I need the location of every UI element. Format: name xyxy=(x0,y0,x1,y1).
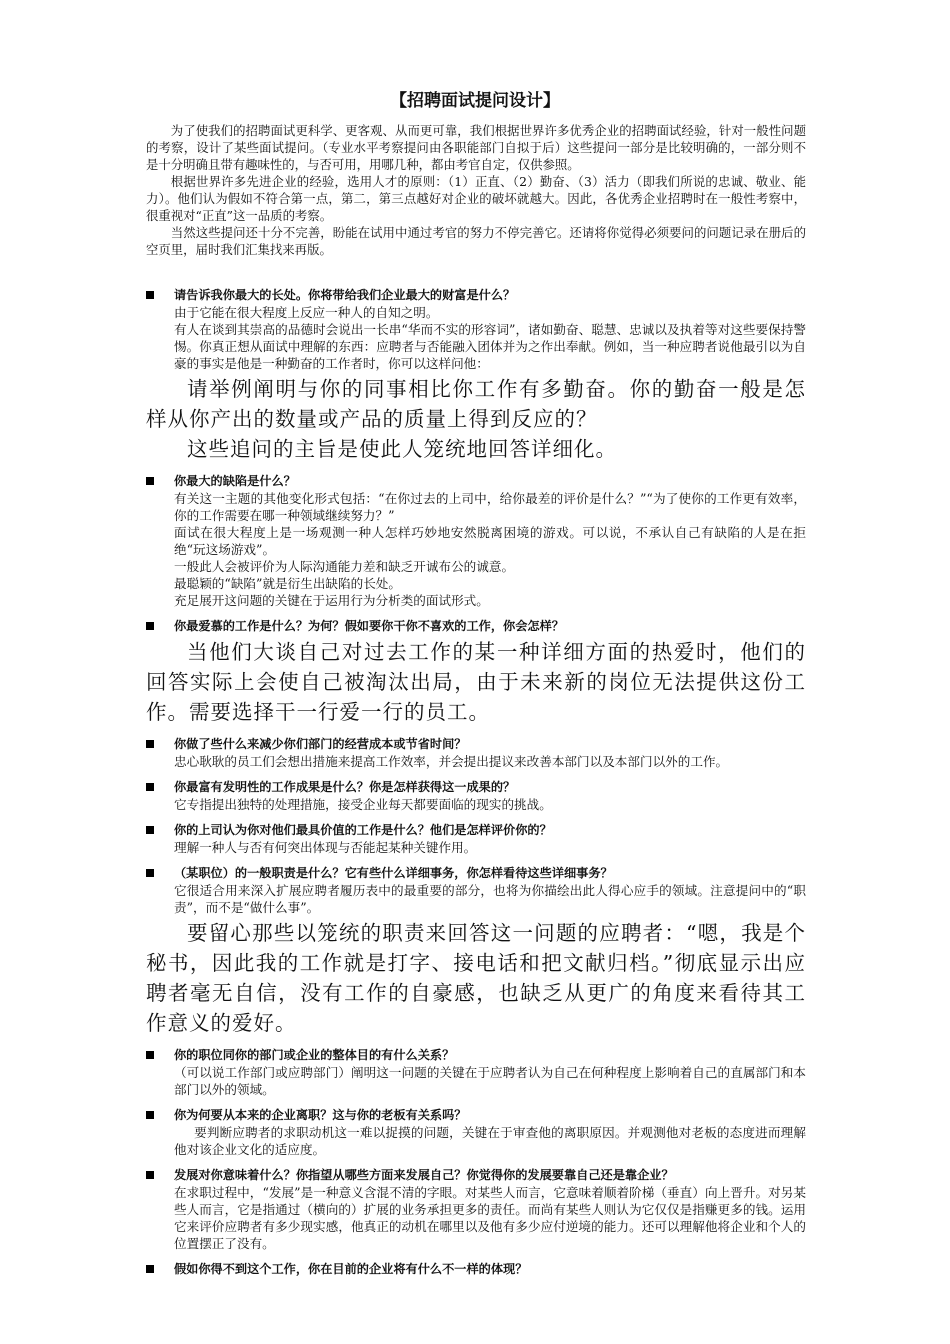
question-heading xyxy=(146,1107,806,1124)
answer-block xyxy=(146,753,806,770)
document-title: 【招聘面试提问设计】 xyxy=(390,91,560,111)
answer-paragraph: 由于它能在很大程度上反应一种人的自知之明。 xyxy=(174,305,439,320)
question-heading xyxy=(146,865,806,882)
square-bullet-icon xyxy=(146,783,154,791)
answer-paragraph: 它很适合用来深入扩展应聘者履历表中的最重要的部分，也将为你描绘出此人得心应手的领域。注意提问中的“职责”，而不是“做什么事”。 xyxy=(174,883,806,915)
emphasis-block xyxy=(146,374,806,464)
answer-paragraph: 它专指提出独特的处理措施，接受企业每天都要面临的现实的挑战。 xyxy=(174,797,552,812)
question-heading xyxy=(146,779,806,796)
question-heading xyxy=(146,1047,806,1064)
question-text: 你最爱慕的工作是什么？为何？假如要你干你不喜欢的工作，你会怎样？ xyxy=(174,619,564,633)
emphasis-paragraph: 当他们大谈自己对过去工作的某一种详细方面的热爱时，他们的回答实际上会使自己被淘汰出局，由于未来新的岗位无法提供这份工作。需要选择干一行爱一行的员工。 xyxy=(146,640,806,724)
emphasis-paragraph: 请举例阐明与你的同事相比你工作有多勤奋。你的勤奋一般是怎样从你产出的数量或产品的质量上得到反应的？ xyxy=(146,377,806,431)
question-item xyxy=(146,822,806,856)
question-text: 你最富有发明性的工作成果是什么？你是怎样获得这一成果的？ xyxy=(174,780,516,794)
question-item xyxy=(146,1167,806,1252)
question-text: 你做了些什么来减少你们部门的经营成本或节省时间？ xyxy=(174,737,467,751)
emphasis-paragraph: 要留心那些以笼统的职责来回答这一问题的应聘者：“嗯，我是个秘书，因此我的工作就是打字、接电话和把文献归档。”彻底显示出应聘者毫无自信，没有工作的自豪感，也缺乏从更广的角度来看待其工作意义的爱好。 xyxy=(146,921,806,1035)
question-heading xyxy=(146,736,806,753)
answer-paragraph: 在求职过程中，“发展”是一种意义含混不清的字眼。对某些人而言，它意味着顺着阶梯（垂直）向上晋升。对另某些人而言，它是指通过（横向的）扩展的业务承担更多的责任。而尚有某些人则认为它仅仅是指赚更多的钱。运用它来评价应聘者有多少现实感，他真正的动机在哪里以及他有多少应付逆境的能力。还可以理解他将企业和个人的位置摆正了没有。 xyxy=(174,1185,806,1251)
question-item xyxy=(146,473,806,609)
answer-paragraph: 最聪颖的“缺陷”就是衍生出缺陷的长处。 xyxy=(174,576,401,591)
question-item xyxy=(146,779,806,813)
question-heading xyxy=(146,287,806,304)
question-heading xyxy=(146,473,806,490)
answer-block xyxy=(146,1124,806,1158)
question-text: 假如你得不到这个工作，你在目前的企业将有什么不一样的体现？ xyxy=(174,1262,528,1276)
answer-paragraph: 要判断应聘者的求职动机这一难以捉摸的问题，关键在于审查他的离职原因。并观测他对老板的态度进而理解他对该企业文化的适应度。 xyxy=(174,1125,806,1157)
intro-paragraph: 根据世界许多先进企业的经验，选用人才的原则：（1）正直、（2）勤奋、（3）活力（即我们所说的忠诚、敬业、能力）。他们认为假如不符合第一点，第二，第三点越好对企业的破坏就越大。因此，各优秀企业招聘时在一般性考察中，很重视对“正直”这一品质的考察。 xyxy=(146,174,806,223)
intro-paragraph: 当然这些提问还十分不完善，盼能在试用中通过考官的努力不停完善它。还请将你觉得必须要问的问题记录在册后的空页里，届时我们汇集找来再版。 xyxy=(146,225,806,257)
answer-block xyxy=(146,796,806,813)
square-bullet-icon xyxy=(146,1111,154,1119)
question-text: 你的职位同你的部门或企业的整体目的有什么关系？ xyxy=(174,1048,455,1062)
square-bullet-icon xyxy=(146,1265,154,1273)
answer-block xyxy=(146,490,806,609)
question-item xyxy=(146,1261,806,1278)
answer-block xyxy=(146,1184,806,1252)
answer-paragraph: 有关这一主题的其他变化形式包括：“在你过去的上司中，给你最差的评价是什么？”“为了使你的工作更有效率，你的工作需要在哪一种领域继续努力？” xyxy=(174,491,806,523)
square-bullet-icon xyxy=(146,622,154,630)
question-heading xyxy=(146,618,806,635)
question-text: 发展对你意味着什么？你指望从哪些方面来发展自己？你觉得你的发展要靠自己还是靠企业？ xyxy=(174,1168,674,1182)
answer-paragraph: 一般此人会被评价为人际沟通能力差和缺乏开诚布公的诚意。 xyxy=(174,559,515,574)
square-bullet-icon xyxy=(146,291,154,299)
answer-paragraph: 理解一种人与否有何突出体现与否能起某种关键作用。 xyxy=(174,840,477,855)
question-item xyxy=(146,736,806,770)
answer-paragraph: 忠心耿耿的员工们会想出措施来提高工作效率，并会提出提议来改善本部门以及本部门以外的工作。 xyxy=(174,754,729,769)
question-list xyxy=(146,287,806,1287)
question-text: 你的上司认为你对他们最具价值的工作是什么？他们是怎样评价你的？ xyxy=(174,823,552,837)
square-bullet-icon xyxy=(146,869,154,877)
square-bullet-icon xyxy=(146,1171,154,1179)
question-item xyxy=(146,1047,806,1098)
answer-block xyxy=(146,882,806,916)
answer-paragraph: 有人在谈到其崇高的品德时会说出一长串“华而不实的形容词”，诸如勤奋、聪慧、忠诚以及执着等对这些要保持警惕。你真正想从面试中理解的东西：应聘者与否能融入团体并为之作出奉献。例如，当一种应聘者说他最引以为自豪的事实是他是一种勤奋的工作者时，你可以这样问他： xyxy=(174,322,806,371)
emphasis-paragraph: 这些追问的主旨是使此人笼统地回答详细化。 xyxy=(187,437,617,461)
emphasis-block xyxy=(146,637,806,727)
question-text: 你最大的缺陷是什么？ xyxy=(174,474,296,488)
answer-block xyxy=(146,304,806,372)
answer-paragraph: 充足展开这问题的关键在于运用行为分析类的面试形式。 xyxy=(174,593,489,608)
answer-paragraph: （可以说工作部门或应聘部门）阐明这一问题的关键在于应聘者认为自己在何种程度上影响着自己的直属部门和本部门以外的领域。 xyxy=(174,1065,806,1097)
square-bullet-icon xyxy=(146,477,154,485)
question-item xyxy=(146,865,806,1038)
question-text: 你为何要从本来的企业离职？这与你的老板有关系吗？ xyxy=(174,1108,467,1122)
answer-block xyxy=(146,839,806,856)
square-bullet-icon xyxy=(146,1051,154,1059)
emphasis-block xyxy=(146,918,806,1038)
question-heading xyxy=(146,1261,806,1278)
square-bullet-icon xyxy=(146,826,154,834)
question-item xyxy=(146,287,806,464)
question-item xyxy=(146,1107,806,1158)
square-bullet-icon xyxy=(146,740,154,748)
answer-paragraph: 面试在很大程度上是一场观测一种人怎样巧妙地安然脱离困境的游戏。可以说，不承认自己有缺陷的人是在拒绝“玩这场游戏”。 xyxy=(174,525,806,557)
question-text: （某职位）的一般职责是什么？它有些什么详细事务，你怎样看待这些详细事务？ xyxy=(174,866,613,880)
intro-paragraph: 为了使我们的招聘面试更科学、更客观、从而更可靠，我们根据世界许多优秀企业的招聘面试经验，针对一般性问题的考察，设计了某些面试提问。（专业水平考察提问由各职能部门自拟于后）这些提问一部分是比较明确的，一部分则不是十分明确且带有趣味性的，与否可用，用哪几种，都由考官自定，仅供参照。 xyxy=(146,123,806,172)
question-heading xyxy=(146,1167,806,1184)
question-text: 请告诉我你最大的长处。你将带给我们企业最大的财富是什么？ xyxy=(174,288,516,302)
intro-section xyxy=(146,122,806,258)
question-heading xyxy=(146,822,806,839)
answer-block xyxy=(146,1064,806,1098)
question-item xyxy=(146,618,806,727)
